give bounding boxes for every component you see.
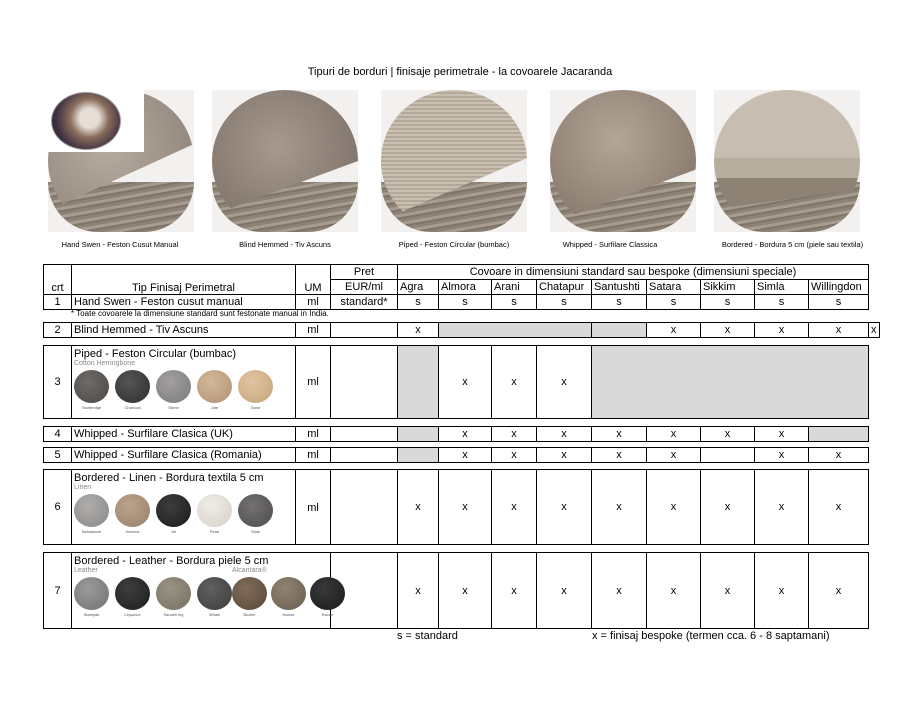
photo-whipped [550, 90, 696, 232]
row-pret [331, 346, 398, 419]
row-pret [331, 470, 398, 545]
row-name: Piped - Feston Circular (bumbac) [74, 348, 237, 360]
row-um: ml [296, 323, 331, 338]
swatch-name: Sandell Irig [163, 612, 184, 617]
finish-row-6 [43, 469, 869, 545]
swatch-name: Liquorice [124, 612, 141, 617]
row-um: ml [296, 448, 331, 463]
mark-cell [701, 448, 755, 463]
row-name: Bordered - Linen - Bordura textila 5 cm [74, 472, 264, 484]
mark-cell: s [701, 295, 755, 310]
photo-bordered [714, 90, 860, 232]
swatch-name: Raven [321, 612, 334, 617]
finish-row-2 [43, 322, 880, 338]
finish-row-3 [43, 345, 869, 419]
table-row [44, 346, 869, 419]
mark-cell: s [809, 295, 869, 310]
mark-cell: x [492, 427, 537, 442]
mark-cell: x [398, 470, 439, 545]
mark-cell: x [647, 427, 701, 442]
swatch-stonbridge [74, 370, 109, 403]
header-pret: Pret [331, 265, 398, 280]
mark-cell: s [592, 295, 647, 310]
swatch-pearl [197, 494, 232, 527]
model-arani: Arani [492, 280, 537, 295]
unavailable-cell [439, 323, 592, 338]
mark-cell: x [701, 553, 755, 629]
model-satara: Satara [647, 280, 701, 295]
swatch-name: Stone [168, 405, 179, 410]
row-um: ml [296, 295, 331, 310]
mark-cell: x [439, 346, 492, 419]
row-crt: 3 [44, 346, 72, 419]
mark-cell: x [537, 427, 592, 442]
swatch-buckle [232, 577, 267, 610]
mark-cell: x [647, 470, 701, 545]
legend-standard: s = standard [397, 630, 458, 642]
table-row [44, 427, 869, 442]
mark-cell: x [809, 448, 869, 463]
model-almora: Almora [439, 280, 492, 295]
caption-bordered: Bordered - Bordura 5 cm (piele sau textila) [721, 240, 864, 249]
model-agra: Agra [398, 280, 439, 295]
mark-cell: x [492, 346, 537, 419]
swatch-name: Charcoal [124, 405, 141, 410]
row-name: Bordered - Leather - Bordura piele 5 cm [74, 555, 269, 567]
mark-cell: x [492, 448, 537, 463]
table-row [44, 323, 880, 338]
mark-cell: x [647, 448, 701, 463]
mark-cell: x [398, 323, 439, 338]
model-willingdon: Willingdon [809, 280, 869, 295]
swatch-name: Harvest [125, 529, 140, 534]
row-um: ml [296, 427, 331, 442]
swatch-harvest [115, 494, 150, 527]
footnote: * Toate covoarele la dimensiune standard sunt festonate manual in India. [71, 309, 329, 318]
mark-cell: x [537, 346, 592, 419]
mark-cell: x [592, 553, 647, 629]
swatch-name: Starkpak [83, 612, 100, 617]
mark-cell: x [809, 470, 869, 545]
unavailable-cell [398, 448, 439, 463]
mark-cell: x [592, 470, 647, 545]
model-simla: Simla [755, 280, 809, 295]
mark-cell: s [647, 295, 701, 310]
mark-cell: x [647, 323, 701, 338]
row-um: ml [296, 470, 331, 545]
mark-cell: s [439, 295, 492, 310]
photo-blind-hemmed [212, 90, 358, 232]
mark-cell: x [755, 470, 809, 545]
mark-cell: x [439, 553, 492, 629]
table-row [44, 470, 869, 545]
row-name: Whipped - Surfilare Clasica (Romania) [72, 448, 296, 463]
mark-cell: x [439, 448, 492, 463]
swatch-jute [197, 370, 232, 403]
swatch-slate [238, 494, 273, 527]
swatch-mouse [271, 577, 306, 610]
mark-cell: x [439, 470, 492, 545]
mark-cell: s [398, 295, 439, 310]
mark-cell: x [755, 553, 809, 629]
photo-piped [381, 90, 527, 232]
mark-cell: s [755, 295, 809, 310]
mark-cell: x [592, 448, 647, 463]
swatch-name: Jute [210, 405, 219, 410]
hand-sewing-inset [51, 92, 121, 150]
swatch-name: Whale [208, 612, 221, 617]
swatch-name: Slate [250, 529, 261, 534]
swatch-group-label: Cotton Herringbone [74, 360, 136, 367]
model-chatapur: Chatapur [537, 280, 592, 295]
swatch-sandell-irig [156, 577, 191, 610]
mark-cell: x [809, 553, 869, 629]
legend-bespoke: x = finisaj bespoke (termen cca. 6 - 8 saptamani) [592, 630, 830, 642]
row-name-cell [72, 470, 296, 545]
table-row [44, 553, 869, 629]
swatch-starkpak [74, 577, 109, 610]
header-eur-ml: EUR/ml [331, 280, 398, 295]
photo-hand-swen [48, 90, 194, 232]
swatch-charcoal [115, 370, 150, 403]
mark-cell: x [537, 448, 592, 463]
swatch-name: Jet [170, 529, 177, 534]
row-crt: 7 [44, 553, 72, 629]
row-um: ml [296, 346, 331, 419]
swatch-name: Mouse [282, 612, 295, 617]
row-name: Hand Swen - Feston cusut manual [72, 295, 296, 310]
unavailable-cell [592, 346, 869, 419]
unavailable-cell [398, 427, 439, 442]
header-tip: Tip Finisaj Perimetral [72, 265, 296, 295]
mark-cell: x [537, 553, 592, 629]
row-name: Blind Hemmed - Tiv Ascuns [72, 323, 296, 338]
swatch-balustrade [74, 494, 109, 527]
mark-cell: x [869, 323, 880, 338]
caption-hand-swen: Hand Swen - Feston Cusut Manual [61, 240, 179, 249]
swatch-liquorice [115, 577, 150, 610]
unavailable-cell [592, 323, 647, 338]
page-title: Tipuri de borduri | finisaje perimetrale - la covoarele Jacaranda [307, 66, 613, 78]
row-pret [331, 448, 398, 463]
mark-cell: s [537, 295, 592, 310]
table-row [44, 295, 869, 310]
finish-row-4 [43, 426, 869, 442]
row-crt: 2 [44, 323, 72, 338]
swatch-name: Stonbridge [81, 405, 102, 410]
row-name-cell [72, 553, 334, 629]
swatch-name: Balustrade [81, 529, 102, 534]
swatch-raven [310, 577, 345, 610]
mark-cell: x [439, 427, 492, 442]
mark-cell: x [492, 470, 537, 545]
row-pret [331, 427, 398, 442]
model-sikkim: Sikkim [701, 280, 755, 295]
swatch-name: Buckle [243, 612, 256, 617]
caption-whipped: Whipped - Surfilare Classica [562, 240, 658, 249]
swatch-stone [156, 370, 191, 403]
swatch-name: Sand [250, 405, 261, 410]
swatch-group-label: Linen [74, 484, 92, 491]
swatch-group-label: Alcantara® [232, 567, 267, 574]
swatch-whale [197, 577, 232, 610]
mark-cell: x [755, 323, 809, 338]
unavailable-cell [809, 427, 869, 442]
row-crt: 1 [44, 295, 72, 310]
header-covoare: Covoare in dimensiuni standard sau bespoke (dimensiuni speciale) [398, 265, 869, 280]
swatch-name: Pearl [209, 529, 220, 534]
mark-cell: x [755, 448, 809, 463]
swatch-group-label: Leather [74, 567, 98, 574]
row-pret: standard* [331, 295, 398, 310]
row-name-cell [72, 346, 296, 419]
finish-table-top [43, 264, 869, 310]
row-name: Whipped - Surfilare Clasica (UK) [72, 427, 296, 442]
header-crt: crt [44, 265, 72, 295]
mark-cell: x [398, 553, 439, 629]
row-pret [331, 323, 398, 338]
finish-row-7 [43, 552, 869, 629]
mark-cell: x [701, 323, 755, 338]
caption-piped: Piped - Feston Circular (bumbac) [398, 240, 510, 249]
mark-cell: x [592, 427, 647, 442]
mark-cell: s [492, 295, 537, 310]
swatch-jet [156, 494, 191, 527]
swatch-sand [238, 370, 273, 403]
mark-cell: x [809, 323, 869, 338]
mark-cell: x [537, 470, 592, 545]
header-um: UM [296, 265, 331, 295]
mark-cell: x [492, 553, 537, 629]
row-crt: 5 [44, 448, 72, 463]
model-santushti: Santushti [592, 280, 647, 295]
unavailable-cell [398, 346, 439, 419]
finish-row-5 [43, 447, 869, 463]
table-row [44, 448, 869, 463]
row-crt: 6 [44, 470, 72, 545]
mark-cell: x [701, 427, 755, 442]
caption-blind-hemmed: Blind Hemmed - Tiv Ascuns [239, 240, 331, 249]
mark-cell: x [701, 470, 755, 545]
mark-cell: x [647, 553, 701, 629]
row-crt: 4 [44, 427, 72, 442]
mark-cell: x [755, 427, 809, 442]
